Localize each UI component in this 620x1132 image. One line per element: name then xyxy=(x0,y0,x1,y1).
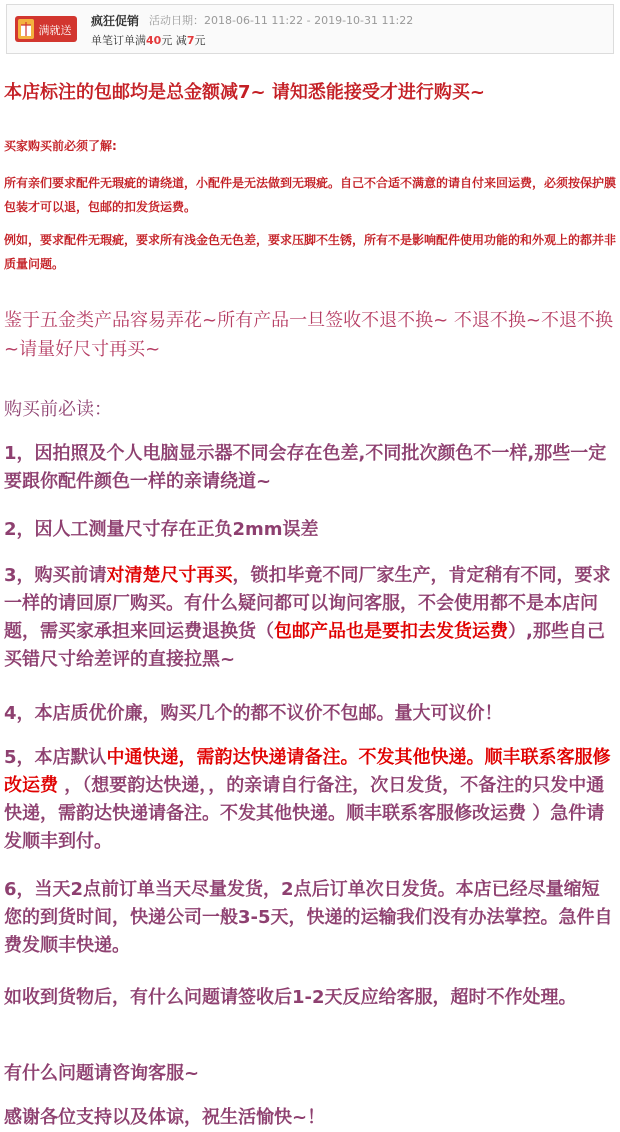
shipping-heading: 本店标注的包邮均是总金额减7~ 请知悉能接受才进行购买~ xyxy=(4,82,485,103)
rule-item-2: 2，因人工测量尺寸存在正负2mm误差 xyxy=(4,519,319,540)
rule-item-1: 1，因拍照及个人电脑显示器不同会存在色差,不同批次颜色不一样,那些一定要跟你配件颜色一样的亲请绕道~ xyxy=(4,443,607,492)
rule-item-3: 3，购买前请对清楚尺寸再买，锁扣毕竟不同厂家生产，肯定稍有不同，要求一样的请回原厂购买。有什么疑问都可以询问客服，不会使用都不是本店问题，需买家承担来回运费退换货（包邮产品也是要扣去发货运费）,那些自己买错尺寸给差评的直接拉黑~ xyxy=(4,565,611,670)
full-gift-badge-icon xyxy=(15,14,77,44)
no-return-note: 鉴于五金类产品容易弄花~所有产品一旦签收不退不换~ 不退不换~不退不换~请量好尺寸再买~ xyxy=(4,310,613,360)
promotion-banner xyxy=(6,4,614,54)
promo-date: 活动日期：2018-06-11 11:22 - 2019-10-31 11:22 xyxy=(149,14,414,27)
thanks-note: 感谢各位支持以及体谅，祝生活愉快~！ xyxy=(4,1107,326,1128)
contact-note: 有什么问题请咨询客服~ xyxy=(4,1063,200,1084)
must-read-title: 购买前必读： xyxy=(4,399,112,420)
promo-rule: 单笔订单满40元 减7元 xyxy=(91,34,206,47)
rule-item-6: 6，当天2点前订单当天尽量发货，2点后订单次日发货。本店已经尽量缩短您的到货时间，快递公司一般3-5天，快递的运输我们没有办法掌控。急件自费发顺丰快递。 xyxy=(4,879,613,956)
notice-title: 买家购买前必须了解: xyxy=(4,139,117,153)
notice-paragraph-1: 所有亲们要求配件无瑕疵的请绕道，小配件是无法做到无瑕疵。自己不合适不满意的请自付来回运费，必须按保护膜包装才可以退，包邮的扣发货运费。 xyxy=(4,176,617,214)
rule-item-5: 5，本店默认中通快递，需韵达快递请备注。不发其他快递。顺丰联系客服修改运费 ，（想要韵达快递，，的亲请自行备注，次日发货，不备注的只发中通快递，需韵达快递请备注。不发其他快递。顺丰联系客服修改运费 ）急件请发顺丰到付。 xyxy=(4,747,611,852)
rule-item-4: 4，本店质优价廉，购买几个的都不议价不包邮。量大可议价！ xyxy=(4,703,503,724)
svg-text:满就送: 满就送 xyxy=(38,24,72,37)
notice-paragraph-2: 例如，要求配件无瑕疵，要求所有浅金色无色差，要求压脚不生锈，所有不是影响配件使用功能的和外观上的都并非质量问题。 xyxy=(4,233,617,271)
after-receipt-note: 如收到货物后，有什么问题请签收后1-2天反应给客服，超时不作处理。 xyxy=(4,987,577,1008)
promo-name: 疯狂促销 xyxy=(91,14,140,28)
